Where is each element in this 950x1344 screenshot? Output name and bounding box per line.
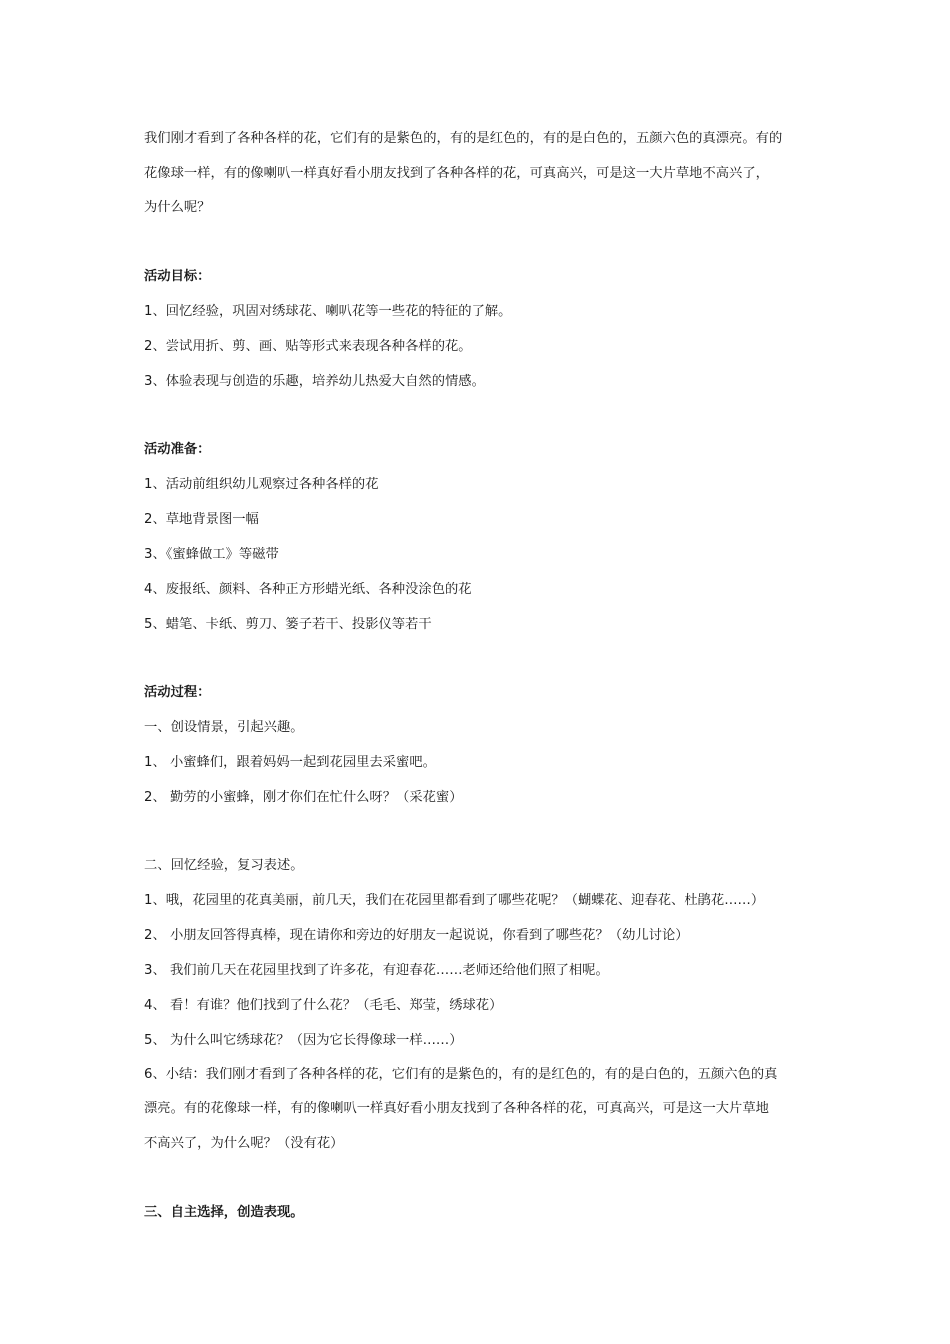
process-part2 — [144, 848, 814, 1162]
goal-item: 2、尝试用折、剪、画、贴等形式来表现各种各样的花。 — [144, 338, 472, 354]
goals-heading: 活动目标： — [144, 268, 211, 284]
process-item: 1、 小蜜蜂们，跟着妈妈一起到花园里去采蜜吧。 — [144, 754, 436, 770]
process-section — [144, 675, 814, 815]
process-item: 2、 勤劳的小蜜蜂，刚才你们在忙什么呀？（采花蜜） — [144, 789, 463, 805]
process-item: 5、 为什么叫它绣球花？（因为它长得像球一样……） — [144, 1032, 463, 1048]
process-part3-title: 三、自主选择，创造表现。 — [144, 1204, 304, 1220]
summary-line: 不高兴了，为什么呢？（没有花） — [144, 1135, 344, 1151]
process-item: 2、 小朋友回答得真棒，现在请你和旁边的好朋友一起说说，你看到了哪些花？（幼儿讨论） — [144, 927, 689, 943]
process-item: 3、 我们前几天在花园里找到了许多花，有迎春花……老师还给他们照了相呢。 — [144, 962, 609, 978]
intro-line: 花像球一样，有的像喇叭一样真好看小朋友找到了各种各样的花，可真高兴，可是这一大片草地不高兴了， — [144, 165, 769, 181]
prep-section — [144, 432, 814, 642]
goal-item: 3、体验表现与创造的乐趣，培养幼儿热爱大自然的情感。 — [144, 373, 485, 389]
process-part2-title: 二、回忆经验，复习表述。 — [144, 857, 304, 873]
summary-paragraph — [144, 1058, 814, 1162]
prep-item: 3、《蜜蜂做工》等磁带 — [144, 546, 279, 562]
process-part3 — [144, 1195, 814, 1230]
goals-section — [144, 259, 814, 399]
summary-line: 6、小结：我们刚才看到了各种各样的花，它们有的是紫色的，有的是红色的，有的是白色的，五颜六色的真 — [144, 1066, 778, 1082]
prep-item: 4、废报纸、颜料、各种正方形蜡光纸、各种没涂色的花 — [144, 581, 472, 597]
process-heading: 活动过程： — [144, 684, 211, 700]
prep-item: 2、草地背景图一幅 — [144, 511, 259, 527]
prep-item: 1、活动前组织幼儿观察过各种各样的花 — [144, 476, 379, 492]
goal-item: 1、回忆经验，巩固对绣球花、喇叭花等一些花的特征的了解。 — [144, 303, 512, 319]
process-item: 1、哦，花园里的花真美丽，前几天，我们在花园里都看到了哪些花呢？（蝴蝶花、迎春花、杜鹃花……） — [144, 892, 765, 908]
summary-line: 漂亮。有的花像球一样，有的像喇叭一样真好看小朋友找到了各种各样的花，可真高兴，可是这一大片草地 — [144, 1101, 769, 1117]
prep-item: 5、蜡笔、卡纸、剪刀、篓子若干、投影仪等若干 — [144, 616, 432, 632]
process-part1-title: 一、创设情景，引起兴趣。 — [144, 719, 304, 735]
prep-heading: 活动准备： — [144, 441, 211, 457]
document-page — [144, 122, 814, 1230]
process-item: 4、 看！有谁？他们找到了什么花？（毛毛、郑莹，绣球花） — [144, 997, 503, 1013]
intro-line: 我们刚才看到了各种各样的花，它们有的是紫色的，有的是红色的，有的是白色的，五颜六色的真漂亮。有的 — [144, 131, 783, 146]
intro-paragraph — [144, 122, 814, 226]
intro-line: 为什么呢？ — [144, 200, 211, 216]
